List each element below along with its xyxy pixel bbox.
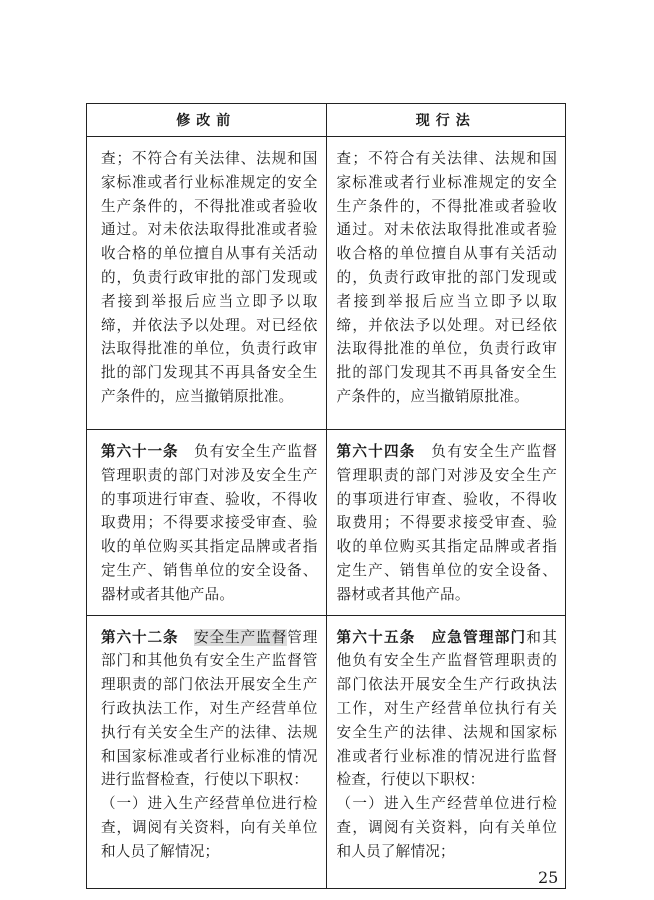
row3-before-cell [87,615,327,888]
header-before-amendment: 修改前 [87,104,327,137]
row2-current-cell [326,430,566,616]
row1-current-text: 查；不符合有关法律、法规和国家标准或者行业标准规定的安全生产条件的，不得批准或者验收通过。对未依法取得批准或者验收合格的单位擅自从事有关活动的，负责行政审批的部门发现或者接到举报后应当立即予以取缔，并依法予以处理。对已经依法取得批准的单位，负责行政审批的部门发现其不再具备安全生产条件的，应当撤销原批准。 [326,137,566,430]
article-62-item-1: （一）进入生产经营单位进行检查，调阅有关资料，向有关单位和人员了解情况； [101,795,318,860]
article-61-text: 负有安全生产监督管理职责的部门对涉及安全生产的事项进行审查、验收，不得收取费用；不得要求接受审查、验收的单位购买其指定品牌或者指定生产、销售单位的安全设备、器材或者其他产品。 [101,443,318,603]
article-61-title: 第六十一条 [101,443,179,460]
article-62-title: 第六十二条 [101,628,179,646]
article-62-text: 管理部门和其他负有安全生产监督管理职责的部门依法开展安全生产行政执法工作，对生产经营单位执行有关安全生产的法律、法规和国家标准或者行业标准的情况进行监督检查，行使以下职权： [101,628,318,789]
article-64-title: 第六十四条 [336,443,416,460]
article-65-text: 和其他负有安全生产监督管理职责的部门依法开展安全生产行政执法工作，对生产经营单位执行有关安全生产的法律、法规和国家标准或者行业标准的情况进行监督检查，行使以下职权： [336,628,557,789]
row3-current-cell [326,615,566,888]
article-64-text: 负有安全生产监督管理职责的部门对涉及安全生产的事项进行审查、验收，不得收取费用；不得要求接受审查、验收的单位购买其指定品牌或者指定生产、销售单位的安全设备、器材或者其他产品。 [336,443,557,603]
article-65-title: 第六十五条 [336,628,416,646]
highlighted-deleted-text: 安全生产监督 [194,628,288,646]
comparison-table [86,103,566,889]
row1-before-text: 查；不符合有关法律、法规和国家标准或者行业标准规定的安全生产条件的，不得批准或者验收通过。对未依法取得批准或者验收合格的单位擅自从事有关活动的，负责行政审批的部门发现或者接到举报后应当立即予以取缔，并依法予以处理。对已经依法取得批准的单位，负责行政审批的部门发现其不再具备安全生产条件的，应当撤销原批准。 [87,137,327,430]
header-current-law: 现行法 [326,104,566,137]
emergency-management-dept: 应急管理部门 [431,628,527,646]
row2-before-cell [87,430,327,616]
page-number: 25 [538,868,559,887]
article-65-item-1: （一）进入生产经营单位进行检查，调阅有关资料，向有关单位和人员了解情况； [336,795,557,860]
